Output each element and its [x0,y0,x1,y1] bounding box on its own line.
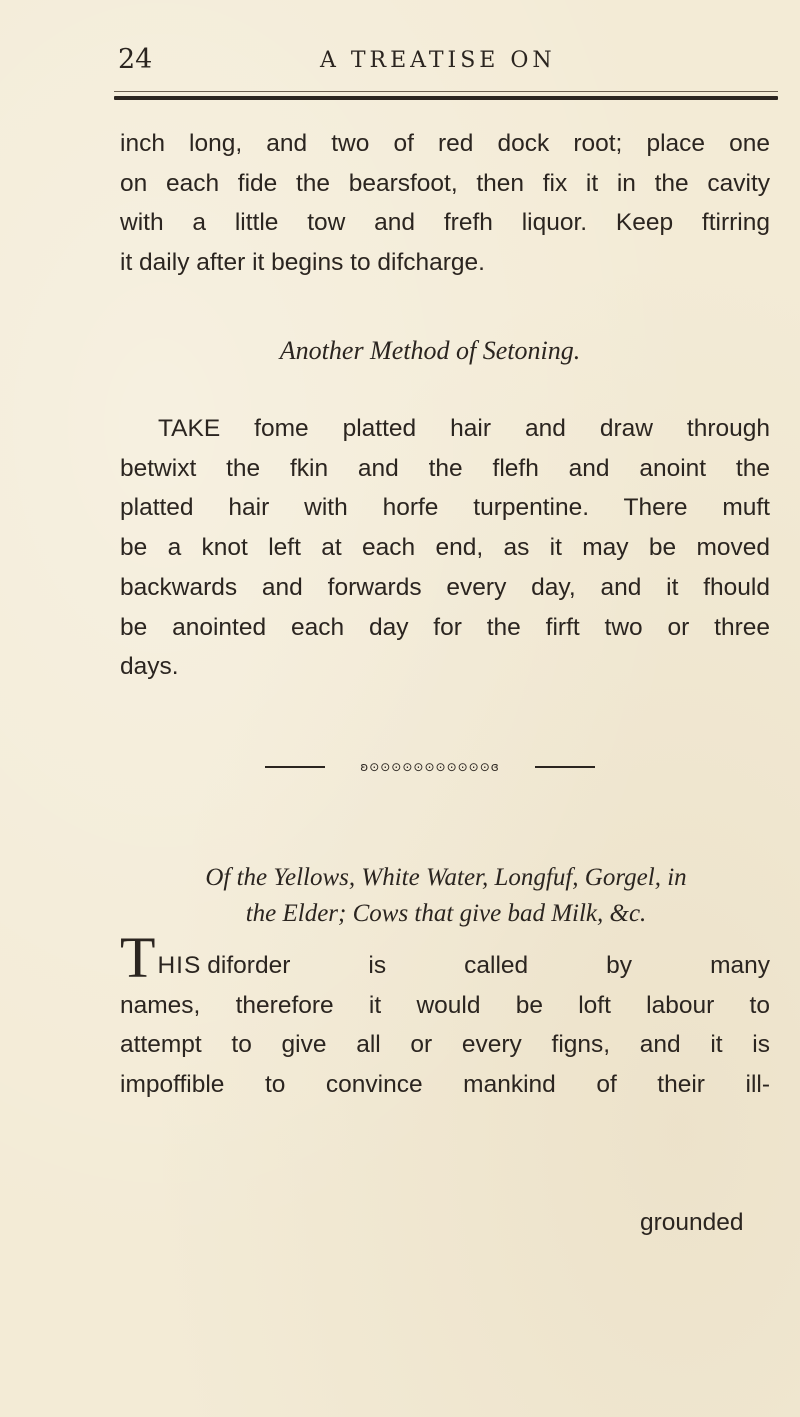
running-title: A TREATISE ON [320,48,556,73]
first-line-text: diforder is called by many [207,952,770,979]
chapter-title-line: the Elder; Cows that give bad Milk, &c. [245,900,647,927]
text-line: it daily after it begins to difcharge. [120,249,485,277]
text-line: attempt to give all or every figns, and it is [120,1031,770,1059]
text-line: on each fide the bearsfoot, then fix it in the cavity [120,169,770,197]
chapter-title [126,860,766,932]
running-head [0,44,800,80]
text-line [120,925,770,990]
paragraph-continuation [120,124,770,283]
paragraph-yellows [120,925,770,1105]
text-line: be a knot left at each end, as it may be moved [120,534,770,562]
ornament-dots: ʚ⊙⊙⊙⊙⊙⊙⊙⊙⊙⊙⊙ɞ [360,760,500,774]
chapter-title-line: Of the Yellows, White Water, Longfuf, Gorgel, in [205,864,687,891]
header-rule-thin [114,91,778,92]
text-line: days. [120,653,179,681]
text-line: TAKE fome platted hair and draw through [158,415,770,442]
ornament-rule-left [265,766,325,768]
text-line: with a little tow and frefh liquor. Keep ftirring [120,209,770,237]
text-line: impoffible to convince mankind of their ill- [120,1071,770,1099]
paragraph-setoning [120,409,770,687]
ornamental-divider [265,760,595,774]
drop-cap: T [120,925,156,990]
catchword: grounded [640,1209,744,1236]
text-line: platted hair with horfe turpentine. There muft [120,494,770,522]
text-line: names, therefore it would be loft labour to [120,991,770,1019]
page-number: 24 [118,44,153,75]
section-heading: Another Method of Setoning. [279,336,581,365]
header-rule [114,96,778,100]
text-line: backwards and forwards every day, and it fhould [120,573,770,601]
first-word: HIS [157,952,202,979]
ornament-rule-right [535,766,595,768]
text-line: betwixt the fkin and the flefh and anoint the [120,454,770,482]
text-line: inch long, and two of red dock root; place one [120,130,770,157]
text-line: be anointed each day for the firft two or three [120,613,770,641]
